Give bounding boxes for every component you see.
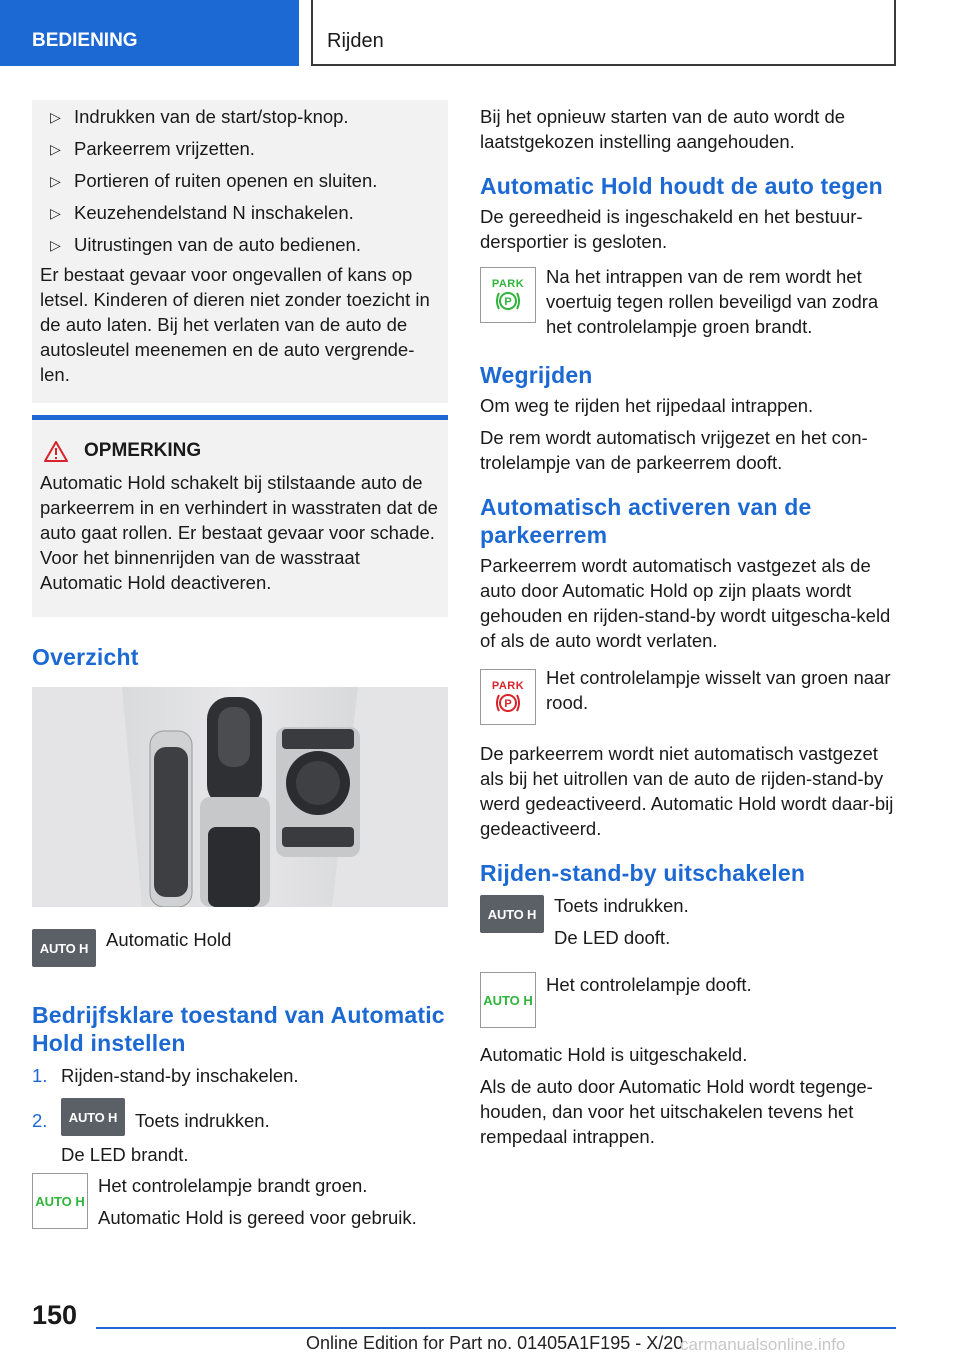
park-label: PARK: [491, 680, 525, 692]
park-indicator-red-icon: [480, 669, 536, 725]
park-label: PARK: [491, 278, 525, 290]
hold-text: De gereedheid is ingeschakeld en het bestuur-dersportier is gesloten.: [480, 206, 863, 252]
triangle-bullet-icon: ▷: [50, 141, 61, 157]
steps-list: [32, 1063, 448, 1230]
intro-text: Bij het opnieuw starten van de auto wordt de laatstgekozen instelling aangehouden.: [480, 106, 846, 152]
step-text: Toets indrukken.: [135, 1110, 270, 1131]
press-key-texts: [554, 893, 689, 950]
bullet-text: Indrukken van de start/stop-knop.: [74, 106, 349, 127]
lamp-off-row: [480, 972, 898, 1028]
triangle-bullet-icon: ▷: [50, 205, 61, 221]
chapter-tab[interactable]: [311, 0, 896, 66]
list-item: [40, 168, 440, 193]
overview-heading: Overzicht: [32, 644, 139, 670]
press-key-row: [480, 893, 898, 950]
triangle-bullet-icon: ▷: [50, 237, 61, 253]
no-auto-text: De parkeerrem wordt niet automatisch vastgezet als bij het uitrollen van de auto de rijden-stand-by werd gedeactiveerd. Automatic Hold wordt daar-bij gedeactiveerd.: [480, 743, 894, 839]
bullet-text: Parkeerrem vrijzetten.: [74, 138, 255, 159]
auto-hold-caption: Automatic Hold: [106, 929, 232, 950]
note-title: OPMERKING: [84, 440, 202, 461]
auto-hold-caption-row: [32, 929, 448, 967]
footer-divider: [96, 1327, 896, 1329]
bullet-text: Keuzehendelstand N inschakelen.: [74, 202, 354, 223]
auto-h-button-icon: [32, 929, 96, 967]
bullet-text: Uitrustingen van de auto bedienen.: [74, 234, 361, 255]
hold-icon-row: [480, 264, 898, 339]
list-item: [32, 1063, 448, 1088]
warning-triangle-icon: [44, 441, 68, 462]
lamp-change-text: Het controlelampje wisselt van groen naar rood.: [546, 667, 891, 713]
step-number: 2.: [32, 1110, 48, 1131]
led-on-text: De LED brandt.: [61, 1144, 189, 1165]
svg-text:P: P: [504, 698, 512, 710]
right-column: [480, 100, 898, 1149]
auto-h-button-icon: [61, 1098, 125, 1136]
hold-heading: Automatic Hold houdt de auto tegen: [480, 173, 883, 199]
auto-h-label: AUTO H: [487, 906, 537, 922]
left-column: [32, 100, 448, 1230]
step-number: 1.: [32, 1065, 48, 1086]
auto-h-label: AUTO H: [68, 1109, 118, 1125]
standby-heading: Rijden-stand-by uitschakelen: [480, 860, 806, 886]
list-item: [40, 200, 440, 225]
auto-park-heading: Automatisch activeren van de parkeerrem: [480, 494, 812, 548]
bullet-text: Portieren of ruiten openen en sluiten.: [74, 170, 378, 191]
drive-text-2: De rem wordt automatisch vrijgezet en het con-trolelampje van de parkeerrem dooft.: [480, 427, 868, 473]
section-title: BEDIENING: [32, 30, 138, 51]
auto-park-text: Parkeerrem wordt automatisch vastgezet als de auto door Automatic Hold op zijn plaats wordt gehouden en rijden-stand-by wordt uitgescha-keld of als de auto wordt verlaten.: [480, 555, 891, 651]
triangle-bullet-icon: ▷: [50, 173, 61, 189]
triangle-bullet-icon: ▷: [50, 109, 61, 125]
chapter-title: Rijden: [327, 30, 384, 52]
auto-h-indicator-green-icon: [32, 1173, 88, 1229]
warning-box: [32, 100, 448, 403]
note-header: [40, 440, 440, 462]
list-item: [40, 104, 440, 129]
auto-h-indicator-icon: [480, 972, 536, 1028]
lamp-green-texts: [98, 1173, 417, 1230]
auto-h-button-icon: [480, 895, 544, 933]
list-item: [40, 136, 440, 161]
svg-text:P: P: [504, 296, 512, 308]
note-text: Automatic Hold schakelt bij stilstaande auto de parkeerrem in en verhindert in wasstraten dat de auto gaat rollen. Er bestaat gevaar voor schade. Voor het binnenrijden van de wasstraat Automatic Hold deactiveren.: [40, 472, 438, 593]
lamp-green-row: [32, 1173, 448, 1230]
drive-heading: Wegrijden: [480, 362, 593, 388]
bullet-list: [40, 104, 440, 257]
lamp-green-text: Het controlelampje brandt groen.: [98, 1175, 368, 1196]
park-indicator-green-icon: [480, 267, 536, 323]
section-tab[interactable]: [0, 0, 299, 66]
center-console-image: [32, 687, 448, 907]
edition-text: Online Edition for Part no. 01405A1F195 - X/20: [306, 1333, 684, 1353]
note-box: [32, 415, 448, 617]
drive-text-1: Om weg te rijden het rijpedaal intrappen.: [480, 395, 814, 416]
press-key-text: Toets indrukken.: [554, 895, 689, 916]
ready-text: Automatic Hold is gereed voor gebruik.: [98, 1207, 417, 1228]
watermark: carmanualsonline.info: [680, 1335, 846, 1354]
warning-text: Er bestaat gevaar voor ongevallen of kans op letsel. Kinderen of dieren niet zonder toezicht in de auto laten. Bij het verlaten van de auto de autosleutel meenemen en de auto vergrende-len.: [40, 264, 430, 385]
lamp-change-row: [480, 665, 898, 725]
auto-h-label: AUTO H: [483, 992, 533, 1008]
center-console-photo: [32, 687, 448, 907]
step-text: Rijden-stand-by inschakelen.: [61, 1065, 299, 1086]
led-off-text: De LED dooft.: [554, 927, 671, 948]
auto-h-label: AUTO H: [35, 1193, 85, 1209]
park-brake-symbol-icon: [495, 692, 521, 714]
disabled-text: Automatic Hold is uitgeschakeld.: [480, 1044, 748, 1065]
page-number: 150: [32, 1300, 78, 1330]
list-item: [32, 1098, 448, 1136]
park-brake-symbol-icon: [495, 290, 521, 312]
setup-heading: Bedrijfsklare toestand van Automatic Hold instellen: [32, 1002, 445, 1056]
list-item: [40, 232, 440, 257]
lamp-off-text: Het controlelampje dooft.: [546, 974, 752, 995]
hold-icon-text: Na het intrappen van de rem wordt het voertuig tegen rollen beveiligd van zodra het controlelampje groen brandt.: [546, 266, 879, 337]
final-text: Als de auto door Automatic Hold wordt tegenge-houden, dan voor het uitschakelen tevens het rempedaal intrappen.: [480, 1076, 873, 1147]
auto-h-label: AUTO H: [39, 940, 89, 956]
